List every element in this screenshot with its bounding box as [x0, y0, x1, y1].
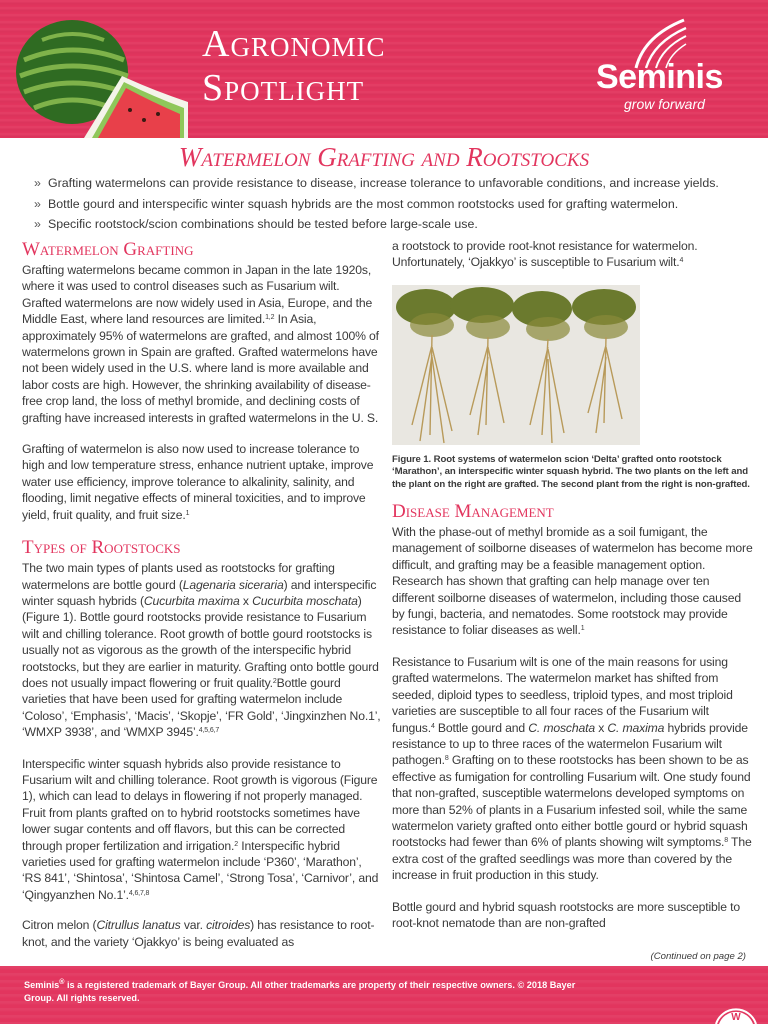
paragraph [22, 756, 382, 904]
text: x [239, 593, 253, 608]
text: Interspecific hybrid varieties used for grafting watermelon include ‘P360’, ‘Marathon’, ‘RS 841’, ‘Shintosa’, ‘Shintosa Camel’, ‘Strong Tosa’, ‘Carnivor’, and ‘Qingyanzhen No.1’. [22, 838, 379, 902]
citation: 4,6,7,8 [128, 889, 150, 897]
text: a rootstock to provide root-knot resistance for watermelon. Unfortunately, ‘Ojakkyo’ is susceptible to Fusarium wilt. [392, 239, 698, 270]
key-point-text: Bottle gourd and interspecific winter squash hybrids are the most common rootstocks used for grafting watermelon. [48, 196, 679, 211]
header-band [0, 0, 768, 138]
text: ) and interspecific winter squash hybrids ( [22, 577, 377, 608]
key-points-list [34, 174, 754, 236]
text: x [594, 720, 608, 735]
text: var. [180, 918, 207, 933]
species-name: C. moschata [528, 720, 595, 735]
text: Bottle gourd and hybrid squash rootstocks are more susceptible to root-knot nematode than are non-grafted [392, 899, 740, 930]
continued-note: (Continued on page 2) [650, 951, 746, 962]
citation: 4 [679, 257, 684, 265]
document-title: Watermelon Grafting and Rootstocks [178, 142, 590, 172]
citation: 8 [724, 837, 729, 845]
text: With the phase-out of methyl bromide as a soil fumigant, the management of soilborne diseases of watermelon has become more difficult, and grafting may be a feasible management option. Research has shown that grafting can help manage over ten different soilborne diseases of watermelon, including those caused by fungi, bacteria, and nematodes. Some rootstock may provide resistance to foliar diseases as well. [392, 525, 753, 638]
key-point [34, 195, 754, 213]
bullet-mark: » [34, 176, 41, 190]
key-point [34, 215, 754, 233]
text: Grafting on to these rootstocks has been shown to be as effective as fumigation for controlling Fusarium wilt. One study found that non-grafted, susceptible watermelons developed symptoms on more than 52% of plants in a Fusarium infested soil, while the same watermelon variety grafted onto either bottle gourd or hybrid squash rootstocks had fewer than 6% of plants showing wilt symptoms. [392, 753, 751, 850]
registered-mark: ® [59, 979, 65, 986]
paragraph [22, 262, 382, 426]
heading-disease-management: Disease Management [392, 501, 554, 523]
text: hybrids provide resistance to up to three races of the watermelon Fusarium wilt pathogen. [392, 720, 748, 768]
species-name: Cucurbita moschata [252, 593, 358, 608]
citation: 2 [234, 840, 238, 848]
left-column [22, 238, 382, 950]
bullet-mark: » [34, 196, 41, 211]
right-column [392, 238, 754, 931]
key-point-text: Specific rootstock/scion combinations should be tested before large-scale use. [48, 217, 478, 231]
text: In Asia, approximately 95% of watermelons are grafted, and almost 100% of watermelons grown in Spain are grafted. Grafted watermelons have not been widely used in the U.S. where land is more available and labor costs are high. However, the shrinking availability of disease-free crop land, the loss of methyl bromide, and declining costs of grafting have increased interests in grafted watermelons in the U. S. [22, 312, 379, 425]
text: Grafting of watermelon is also now used to increase tolerance to high and low temperature stress, enhance nutrient uptake, improve water use efficiency, improve tolerance to alkalinity, salinity, and flooding, limit negative effects of mineral toxicities, and to improve yield, fruit quality, and fruit size. [22, 442, 374, 522]
title-line-1: Agronomic [202, 23, 386, 65]
footer-logo-icon [713, 986, 759, 1024]
paragraph [392, 524, 754, 639]
species-name: citroides [206, 918, 251, 933]
paragraph [22, 560, 382, 740]
text: Bottle gourd and [434, 720, 529, 735]
text: The extra cost of the grafted seedlings was more than covered by the increase in fruit production in this study. [392, 835, 752, 883]
citation: 1,2 [265, 314, 275, 322]
paragraph [392, 238, 754, 271]
key-point [34, 174, 754, 192]
watermelon-illustration [12, 10, 192, 138]
paragraph [22, 441, 382, 523]
spotlight-title [202, 22, 385, 110]
citation: 8 [444, 755, 449, 763]
text: The two main types of plants used as rootstocks for grafting watermelons are bottle gourd ( [22, 561, 335, 592]
bullet-mark: » [34, 217, 41, 231]
footer-band [0, 966, 768, 1024]
footer-logo-letter: W [731, 1012, 741, 1023]
text: Resistance to Fusarium wilt is one of the main reasons for using grafted watermelons. The watermelon market has shifted from seeded, diploid types to seedless, triploid types, and most triploid varieties are susceptible to all four races of the Fusarium wilt fungus. [392, 654, 733, 735]
text: Seminis [24, 980, 60, 990]
figure-1-photo [392, 285, 640, 445]
citation: 2 [272, 677, 277, 685]
seminis-logo [592, 18, 742, 110]
citation: 1 [580, 625, 585, 633]
heading-types-of-rootstocks: Types of Rootstocks [22, 537, 181, 559]
species-name: Lagenaria siceraria [182, 577, 284, 592]
species-name: Cucurbita maxima [143, 593, 240, 608]
key-point-text: Grafting watermelons can provide resistance to disease, increase tolerance to unfavorable conditions, and increase yields. [48, 176, 719, 190]
species-name: C. maxima [607, 720, 665, 735]
root-systems-image [392, 285, 640, 445]
heading-watermelon-grafting: Watermelon Grafting [22, 239, 194, 260]
paragraph [392, 899, 754, 932]
text: Grafting watermelons became common in Japan in the late 1920s, where it was used to control diseases such as Fusarium wilt. Grafted watermelons are now widely used in Asia, Europe, and the Middle East, where land resources are limited. [22, 263, 373, 327]
text: Bottle gourd varieties that have been used for grafting watermelon include ‘Coloso’, ‘Emphasis’, ‘Macis’, ‘Skopje’, ‘FR Gold’, ‘Jingxinzhen No.1’, ‘WMXP 3938’, and ‘WMXP 3945’. [22, 675, 381, 740]
citation: 1 [185, 509, 190, 517]
text: ) (Figure 1). Bottle gourd rootstocks provide resistance to Fusarium wilt and chilling tolerance. Root growth of bottle gourd rootstocks is usually not as vigorous as the growth of the interspecific hybrid rootstocks, but they are earlier in maturity. Grafting onto bottle gourd does not usually impact flowering or fruit quality. [22, 593, 379, 690]
citation: 4 [430, 722, 435, 730]
paragraph [392, 654, 754, 884]
text: Citron melon ( [22, 918, 97, 933]
paragraph [22, 917, 382, 950]
footer-legal-text [24, 979, 584, 1004]
species-name: Citrullus lanatus [96, 918, 181, 933]
text: ) has resistance to root-knot, and the variety ‘Ojakkyo’ is being evaluated as [22, 918, 375, 949]
title-line-2: Spotlight [202, 67, 365, 109]
brand-tagline: grow forward [624, 96, 705, 112]
citation: 4,5,6,7 [198, 727, 220, 735]
figure-caption: Figure 1. Root systems of watermelon scion ‘Delta’ grafted onto rootstock ‘Marathon’, an interspecific winter squash hybrid. The two plants on the left and the plant on the right are grafted. The second plant from the right is non-grafted. [392, 453, 750, 490]
text: Interspecific winter squash hybrids also provide resistance to Fusarium wilt and chilling tolerance. Root growth is vigorous (Figure 1), which can lead to delays in flowering if not properly managed. Fruit from plants grafted on to hybrid rootstocks sometimes have lower sugar contents and off flavors, but this can be corrected through proper fertilization and irrigation. [22, 756, 378, 853]
brand-name: Seminis [596, 58, 723, 96]
text: is a registered trademark of Bayer Group. All other trademarks are property of their respective owners. © 2018 Bayer Group. All rights reserved. [24, 980, 576, 1003]
